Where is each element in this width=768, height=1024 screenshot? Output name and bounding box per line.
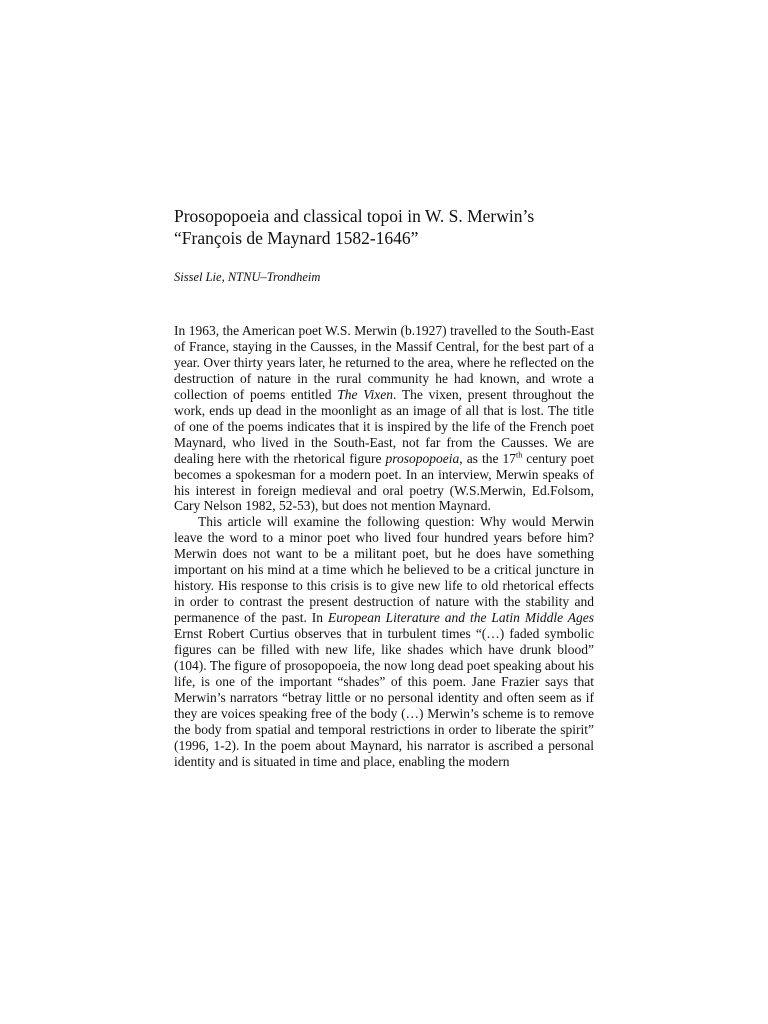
- title-line-1: Prosopopoeia and classical topoi in W. S. Merwin’s: [174, 206, 535, 226]
- p1-superscript: th: [515, 450, 523, 460]
- article-title: [174, 205, 594, 249]
- p1-text-e: , as the 17: [459, 450, 516, 466]
- p1-text-c: . The vixen, present throughout the work, ends up dead in the moonlight as an image of all that is lost. The title of one of the poems indicates that it is inspired by the life of the French poet Maynard, who lived in the South-East, not far from the Causses. We are dealing here with the rhetorical figure: [174, 386, 594, 466]
- p1-term-prosopopoeia: prosopopoeia: [385, 450, 460, 466]
- p2-text-a: This article will examine the following question: Why would Merwin leave the word to a minor poet who lived four hundred years before him? Merwin does not want to be a militant poet, but he does have something important on his mind at a time which he believed to be a critical juncture in history. His response to this crisis is to give new life to old rhetorical effects in order to contrast the present destruction of nature with the stability and permanence of the past. In: [174, 514, 594, 626]
- paragraph-1: [174, 323, 594, 514]
- p1-title-the-vixen: The Vixen: [337, 386, 393, 402]
- p1-text-a: In 1963, the American poet W.S. Merwin (b.1927) travelled to the South-East of France, staying in the Causses, in the Massif Central, for the best part of a year. Over thirty years later, he returned to the area, where he reflected on the destruction of nature in the rural community he had known, and wrote a collection of poems entitled: [174, 323, 594, 402]
- p2-book-title: European Literature and the Latin Middle Ages: [327, 610, 594, 626]
- paragraph-2: [174, 514, 594, 769]
- author-affiliation: Sissel Lie, NTNU–Trondheim: [174, 270, 321, 284]
- p1-text-f: century poet becomes a spokesman for a modern poet. In an interview, Merwin speaks of his interest in foreign medieval and oral poetry (W.S.Merwin, Ed.Folsom, Cary Nelson 1982, 52-53), but does not mention Maynard.: [174, 450, 594, 514]
- article-page: [174, 205, 594, 770]
- p2-text-c: Ernst Robert Curtius observes that in turbulent times “(…) faded symbolic figures can be filled with new life, like shades which have drunk blood” (104). The figure of prosopopoeia, the now long dead poet speaking about his life, is one of the important “shades” of this poem. Jane Frazier says that Merwin’s narrators “betray little or no personal identity and often seem as if they are voices speaking free of the body (…) Merwin’s scheme is to remove the body from spatial and temporal restrictions in order to liberate the spirit” (1996, 1-2). In the poem about Maynard, his narrator is ascribed a personal identity and is situated in time and place, enabling the modern: [174, 626, 594, 769]
- title-line-2: “François de Maynard 1582-1646”: [174, 228, 419, 248]
- article-body: [174, 323, 594, 770]
